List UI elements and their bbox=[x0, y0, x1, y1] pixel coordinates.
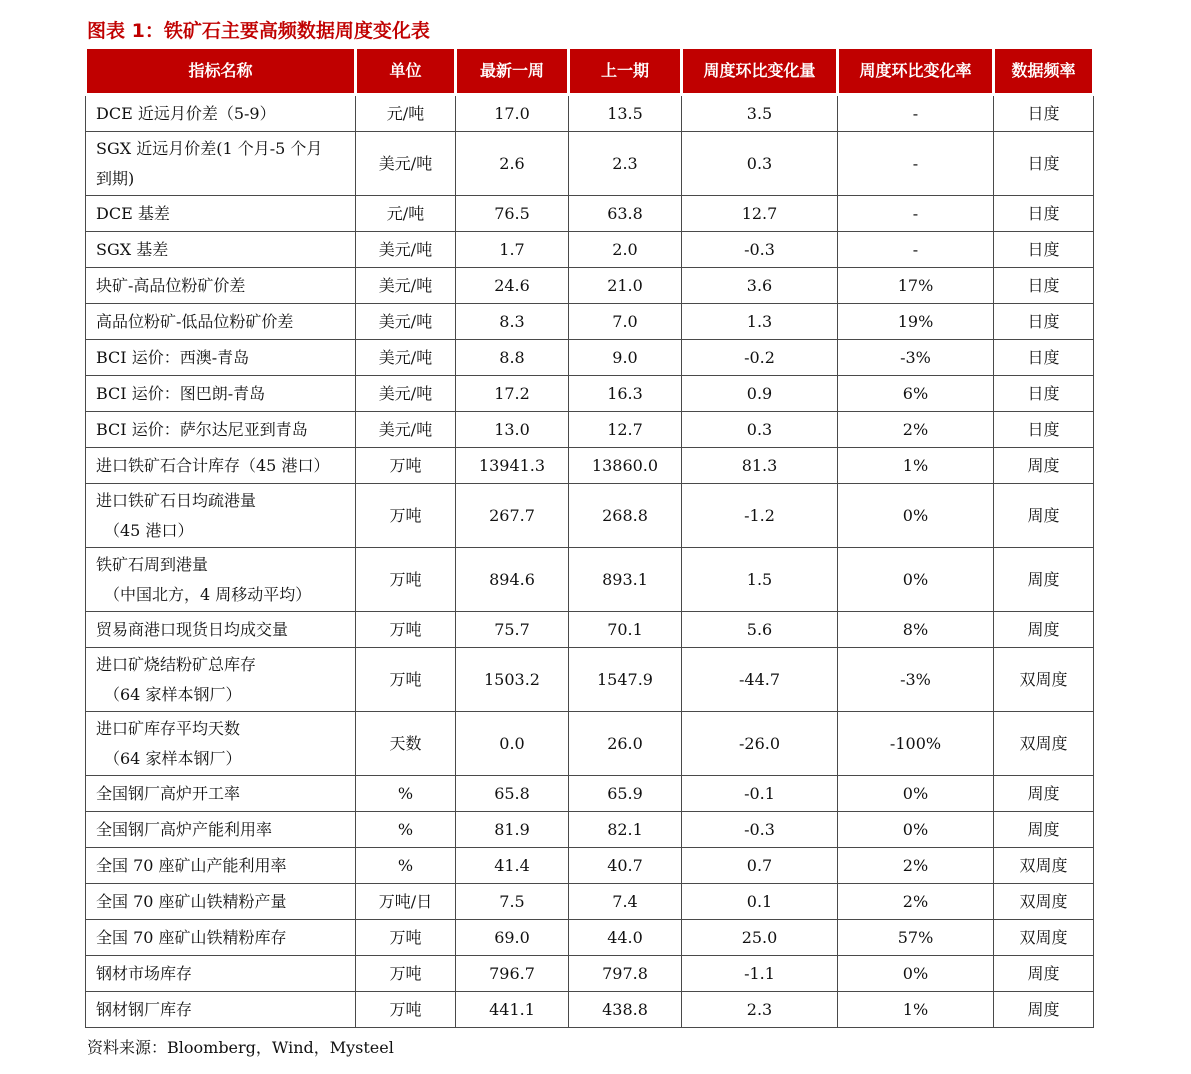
indicator-name-line: （64 家样本钢厂） bbox=[104, 748, 242, 768]
cell-previous-period: 16.3 bbox=[569, 376, 682, 412]
indicator-name-line: 全国 70 座矿山产能利用率 bbox=[96, 855, 287, 875]
cell-indicator-name bbox=[86, 812, 356, 848]
cell-latest-week: 8.3 bbox=[456, 304, 569, 340]
table-body bbox=[86, 95, 1094, 1028]
cell-latest-week: 0.0 bbox=[456, 712, 569, 776]
cell-indicator-name bbox=[86, 548, 356, 612]
figure-title: 图表 1：铁矿石主要高频数据周度变化表 bbox=[87, 20, 430, 42]
indicator-name-line: 全国钢厂高炉产能利用率 bbox=[96, 819, 273, 839]
table-row bbox=[86, 956, 1094, 992]
cell-previous-period: 21.0 bbox=[569, 268, 682, 304]
indicator-name-line: DCE 基差 bbox=[96, 203, 170, 223]
cell-frequency: 日度 bbox=[994, 304, 1094, 340]
cell-weekly-change: 25.0 bbox=[682, 920, 838, 956]
cell-frequency: 周度 bbox=[994, 548, 1094, 612]
cell-unit: 万吨 bbox=[356, 992, 456, 1028]
cell-previous-period: 70.1 bbox=[569, 612, 682, 648]
cell-unit: % bbox=[356, 848, 456, 884]
cell-latest-week: 81.9 bbox=[456, 812, 569, 848]
cell-previous-period: 63.8 bbox=[569, 196, 682, 232]
indicator-name-line: 到期) bbox=[96, 168, 135, 188]
table-row bbox=[86, 376, 1094, 412]
cell-indicator-name bbox=[86, 132, 356, 196]
indicator-name-line: BCI 运价：图巴朗-青岛 bbox=[96, 383, 266, 403]
cell-indicator-name bbox=[86, 612, 356, 648]
table-row bbox=[86, 132, 1094, 196]
cell-unit: 天数 bbox=[356, 712, 456, 776]
cell-indicator-name bbox=[86, 448, 356, 484]
cell-frequency: 周度 bbox=[994, 612, 1094, 648]
cell-previous-period: 1547.9 bbox=[569, 648, 682, 712]
header-frequency: 数据频率 bbox=[994, 48, 1094, 95]
cell-previous-period: 13860.0 bbox=[569, 448, 682, 484]
table-row bbox=[86, 776, 1094, 812]
cell-unit: % bbox=[356, 776, 456, 812]
data-table bbox=[84, 46, 1095, 1028]
cell-unit: 美元/吨 bbox=[356, 412, 456, 448]
cell-weekly-change-rate: 2% bbox=[838, 848, 994, 884]
cell-weekly-change: -1.1 bbox=[682, 956, 838, 992]
cell-weekly-change: -26.0 bbox=[682, 712, 838, 776]
cell-weekly-change: -1.2 bbox=[682, 484, 838, 548]
cell-indicator-name bbox=[86, 268, 356, 304]
cell-unit: 万吨 bbox=[356, 548, 456, 612]
cell-latest-week: 267.7 bbox=[456, 484, 569, 548]
cell-weekly-change-rate: -3% bbox=[838, 340, 994, 376]
cell-frequency: 日度 bbox=[994, 376, 1094, 412]
indicator-name-line: 高品位粉矿-低品位粉矿价差 bbox=[96, 311, 294, 331]
cell-latest-week: 1.7 bbox=[456, 232, 569, 268]
cell-unit: 美元/吨 bbox=[356, 376, 456, 412]
cell-unit: 万吨 bbox=[356, 956, 456, 992]
cell-latest-week: 41.4 bbox=[456, 848, 569, 884]
cell-unit: 万吨 bbox=[356, 648, 456, 712]
cell-indicator-name bbox=[86, 232, 356, 268]
cell-indicator-name bbox=[86, 920, 356, 956]
cell-frequency: 日度 bbox=[994, 268, 1094, 304]
cell-weekly-change: 2.3 bbox=[682, 992, 838, 1028]
cell-weekly-change: 0.3 bbox=[682, 132, 838, 196]
cell-indicator-name bbox=[86, 992, 356, 1028]
cell-frequency: 双周度 bbox=[994, 920, 1094, 956]
table-row bbox=[86, 920, 1094, 956]
cell-weekly-change-rate: - bbox=[838, 196, 994, 232]
table-row bbox=[86, 412, 1094, 448]
cell-unit: 万吨/日 bbox=[356, 884, 456, 920]
cell-weekly-change-rate: - bbox=[838, 95, 994, 132]
cell-weekly-change: 5.6 bbox=[682, 612, 838, 648]
cell-previous-period: 438.8 bbox=[569, 992, 682, 1028]
cell-weekly-change: 0.7 bbox=[682, 848, 838, 884]
indicator-name-line: 全国 70 座矿山铁精粉产量 bbox=[96, 891, 287, 911]
cell-previous-period: 7.4 bbox=[569, 884, 682, 920]
cell-weekly-change: 81.3 bbox=[682, 448, 838, 484]
cell-unit: 元/吨 bbox=[356, 196, 456, 232]
cell-previous-period: 65.9 bbox=[569, 776, 682, 812]
cell-indicator-name bbox=[86, 648, 356, 712]
cell-frequency: 双周度 bbox=[994, 648, 1094, 712]
cell-indicator-name bbox=[86, 196, 356, 232]
cell-weekly-change-rate: 0% bbox=[838, 548, 994, 612]
cell-weekly-change: 1.5 bbox=[682, 548, 838, 612]
cell-latest-week: 1503.2 bbox=[456, 648, 569, 712]
table-row bbox=[86, 648, 1094, 712]
cell-weekly-change-rate: 1% bbox=[838, 448, 994, 484]
cell-weekly-change: -0.1 bbox=[682, 776, 838, 812]
table-row bbox=[86, 484, 1094, 548]
indicator-name-line: 贸易商港口现货日均成交量 bbox=[96, 619, 289, 639]
cell-weekly-change-rate: - bbox=[838, 132, 994, 196]
cell-weekly-change-rate: 8% bbox=[838, 612, 994, 648]
cell-latest-week: 796.7 bbox=[456, 956, 569, 992]
cell-unit: 元/吨 bbox=[356, 95, 456, 132]
cell-weekly-change-rate: 2% bbox=[838, 884, 994, 920]
cell-previous-period: 2.3 bbox=[569, 132, 682, 196]
table-row bbox=[86, 712, 1094, 776]
indicator-name-line: （中国北方，4 周移动平均） bbox=[104, 584, 312, 604]
cell-weekly-change: 0.1 bbox=[682, 884, 838, 920]
cell-weekly-change-rate: 0% bbox=[838, 484, 994, 548]
cell-latest-week: 8.8 bbox=[456, 340, 569, 376]
indicator-name-line: 全国 70 座矿山铁精粉库存 bbox=[96, 927, 287, 947]
cell-frequency: 周度 bbox=[994, 812, 1094, 848]
table-row bbox=[86, 232, 1094, 268]
cell-weekly-change-rate: 6% bbox=[838, 376, 994, 412]
cell-weekly-change: 3.6 bbox=[682, 268, 838, 304]
cell-unit: 万吨 bbox=[356, 484, 456, 548]
header-weekly-change: 周度环比变化量 bbox=[682, 48, 838, 95]
cell-weekly-change: -0.3 bbox=[682, 232, 838, 268]
indicator-name-line: 钢材钢厂库存 bbox=[96, 999, 193, 1019]
cell-previous-period: 40.7 bbox=[569, 848, 682, 884]
table-row bbox=[86, 812, 1094, 848]
cell-frequency: 日度 bbox=[994, 412, 1094, 448]
cell-frequency: 周度 bbox=[994, 956, 1094, 992]
header-unit: 单位 bbox=[356, 48, 456, 95]
cell-weekly-change-rate: -100% bbox=[838, 712, 994, 776]
cell-frequency: 日度 bbox=[994, 340, 1094, 376]
table-row bbox=[86, 992, 1094, 1028]
header-indicator-name: 指标名称 bbox=[86, 48, 356, 95]
cell-weekly-change: -0.3 bbox=[682, 812, 838, 848]
cell-indicator-name bbox=[86, 712, 356, 776]
cell-previous-period: 797.8 bbox=[569, 956, 682, 992]
header-weekly-change-rate: 周度环比变化率 bbox=[838, 48, 994, 95]
cell-weekly-change-rate: 0% bbox=[838, 812, 994, 848]
cell-weekly-change: 12.7 bbox=[682, 196, 838, 232]
indicator-name-line: SGX 基差 bbox=[96, 239, 169, 259]
cell-unit: 万吨 bbox=[356, 920, 456, 956]
indicator-name-line: SGX 近远月价差(1 个月-5 个月 bbox=[96, 138, 323, 158]
cell-frequency: 周度 bbox=[994, 992, 1094, 1028]
cell-weekly-change-rate: 57% bbox=[838, 920, 994, 956]
cell-previous-period: 82.1 bbox=[569, 812, 682, 848]
cell-latest-week: 13941.3 bbox=[456, 448, 569, 484]
table-row bbox=[86, 884, 1094, 920]
cell-unit: 美元/吨 bbox=[356, 304, 456, 340]
cell-frequency: 周度 bbox=[994, 484, 1094, 548]
cell-indicator-name bbox=[86, 304, 356, 340]
cell-weekly-change: 1.3 bbox=[682, 304, 838, 340]
cell-latest-week: 13.0 bbox=[456, 412, 569, 448]
indicator-name-line: 块矿-高品位粉矿价差 bbox=[96, 275, 246, 295]
cell-previous-period: 9.0 bbox=[569, 340, 682, 376]
indicator-name-line: （45 港口） bbox=[104, 520, 194, 540]
cell-unit: % bbox=[356, 812, 456, 848]
cell-frequency: 日度 bbox=[994, 132, 1094, 196]
cell-latest-week: 75.7 bbox=[456, 612, 569, 648]
indicator-name-line: BCI 运价：西澳-青岛 bbox=[96, 347, 250, 367]
indicator-name-line: 进口矿库存平均天数 bbox=[96, 718, 241, 738]
cell-unit: 万吨 bbox=[356, 448, 456, 484]
cell-frequency: 双周度 bbox=[994, 848, 1094, 884]
cell-latest-week: 2.6 bbox=[456, 132, 569, 196]
cell-latest-week: 17.2 bbox=[456, 376, 569, 412]
source-note: 资料来源：Bloomberg，Wind，Mysteel bbox=[87, 1038, 394, 1057]
indicator-name-line: BCI 运价：萨尔达尼亚到青岛 bbox=[96, 419, 308, 439]
indicator-name-line: 全国钢厂高炉开工率 bbox=[96, 783, 241, 803]
cell-indicator-name bbox=[86, 776, 356, 812]
cell-latest-week: 441.1 bbox=[456, 992, 569, 1028]
header-previous-period: 上一期 bbox=[569, 48, 682, 95]
cell-unit: 美元/吨 bbox=[356, 132, 456, 196]
cell-frequency: 日度 bbox=[994, 196, 1094, 232]
cell-previous-period: 26.0 bbox=[569, 712, 682, 776]
indicator-name-line: （64 家样本钢厂） bbox=[104, 684, 242, 704]
indicator-name-line: 进口铁矿石合计库存（45 港口） bbox=[96, 455, 330, 475]
cell-previous-period: 2.0 bbox=[569, 232, 682, 268]
indicator-name-line: 铁矿石周到港量 bbox=[96, 554, 209, 574]
table-row bbox=[86, 304, 1094, 340]
cell-latest-week: 76.5 bbox=[456, 196, 569, 232]
cell-previous-period: 44.0 bbox=[569, 920, 682, 956]
indicator-name-line: 进口铁矿石日均疏港量 bbox=[96, 490, 257, 510]
cell-weekly-change-rate: - bbox=[838, 232, 994, 268]
cell-weekly-change: 0.9 bbox=[682, 376, 838, 412]
cell-latest-week: 24.6 bbox=[456, 268, 569, 304]
table-row bbox=[86, 448, 1094, 484]
cell-previous-period: 13.5 bbox=[569, 95, 682, 132]
cell-previous-period: 268.8 bbox=[569, 484, 682, 548]
cell-latest-week: 17.0 bbox=[456, 95, 569, 132]
cell-weekly-change: -0.2 bbox=[682, 340, 838, 376]
table-header-row bbox=[86, 48, 1094, 95]
cell-previous-period: 893.1 bbox=[569, 548, 682, 612]
cell-previous-period: 7.0 bbox=[569, 304, 682, 340]
cell-unit: 美元/吨 bbox=[356, 340, 456, 376]
cell-indicator-name bbox=[86, 412, 356, 448]
cell-frequency: 周度 bbox=[994, 448, 1094, 484]
table-row bbox=[86, 268, 1094, 304]
cell-frequency: 日度 bbox=[994, 95, 1094, 132]
cell-unit: 美元/吨 bbox=[356, 268, 456, 304]
cell-indicator-name bbox=[86, 884, 356, 920]
cell-indicator-name bbox=[86, 956, 356, 992]
cell-unit: 美元/吨 bbox=[356, 232, 456, 268]
indicator-name-line: 进口矿烧结粉矿总库存 bbox=[96, 654, 257, 674]
cell-frequency: 双周度 bbox=[994, 884, 1094, 920]
table-row bbox=[86, 95, 1094, 132]
cell-latest-week: 7.5 bbox=[456, 884, 569, 920]
indicator-name-line: 钢材市场库存 bbox=[96, 963, 193, 983]
cell-frequency: 日度 bbox=[994, 232, 1094, 268]
cell-indicator-name bbox=[86, 340, 356, 376]
table-row bbox=[86, 848, 1094, 884]
cell-weekly-change-rate: -3% bbox=[838, 648, 994, 712]
cell-indicator-name bbox=[86, 848, 356, 884]
cell-previous-period: 12.7 bbox=[569, 412, 682, 448]
table-row bbox=[86, 548, 1094, 612]
cell-weekly-change: 3.5 bbox=[682, 95, 838, 132]
cell-unit: 万吨 bbox=[356, 612, 456, 648]
cell-frequency: 周度 bbox=[994, 776, 1094, 812]
cell-weekly-change-rate: 17% bbox=[838, 268, 994, 304]
cell-weekly-change-rate: 1% bbox=[838, 992, 994, 1028]
cell-latest-week: 894.6 bbox=[456, 548, 569, 612]
cell-latest-week: 69.0 bbox=[456, 920, 569, 956]
table-row bbox=[86, 340, 1094, 376]
cell-indicator-name bbox=[86, 484, 356, 548]
cell-weekly-change-rate: 19% bbox=[838, 304, 994, 340]
table-row bbox=[86, 196, 1094, 232]
cell-weekly-change: 0.3 bbox=[682, 412, 838, 448]
cell-weekly-change: -44.7 bbox=[682, 648, 838, 712]
cell-frequency: 双周度 bbox=[994, 712, 1094, 776]
table-row bbox=[86, 612, 1094, 648]
indicator-name-line: DCE 近远月价差（5-9） bbox=[96, 103, 276, 123]
cell-latest-week: 65.8 bbox=[456, 776, 569, 812]
cell-indicator-name bbox=[86, 95, 356, 132]
cell-weekly-change-rate: 0% bbox=[838, 776, 994, 812]
cell-weekly-change-rate: 2% bbox=[838, 412, 994, 448]
cell-indicator-name bbox=[86, 376, 356, 412]
header-latest-week: 最新一周 bbox=[456, 48, 569, 95]
cell-weekly-change-rate: 0% bbox=[838, 956, 994, 992]
